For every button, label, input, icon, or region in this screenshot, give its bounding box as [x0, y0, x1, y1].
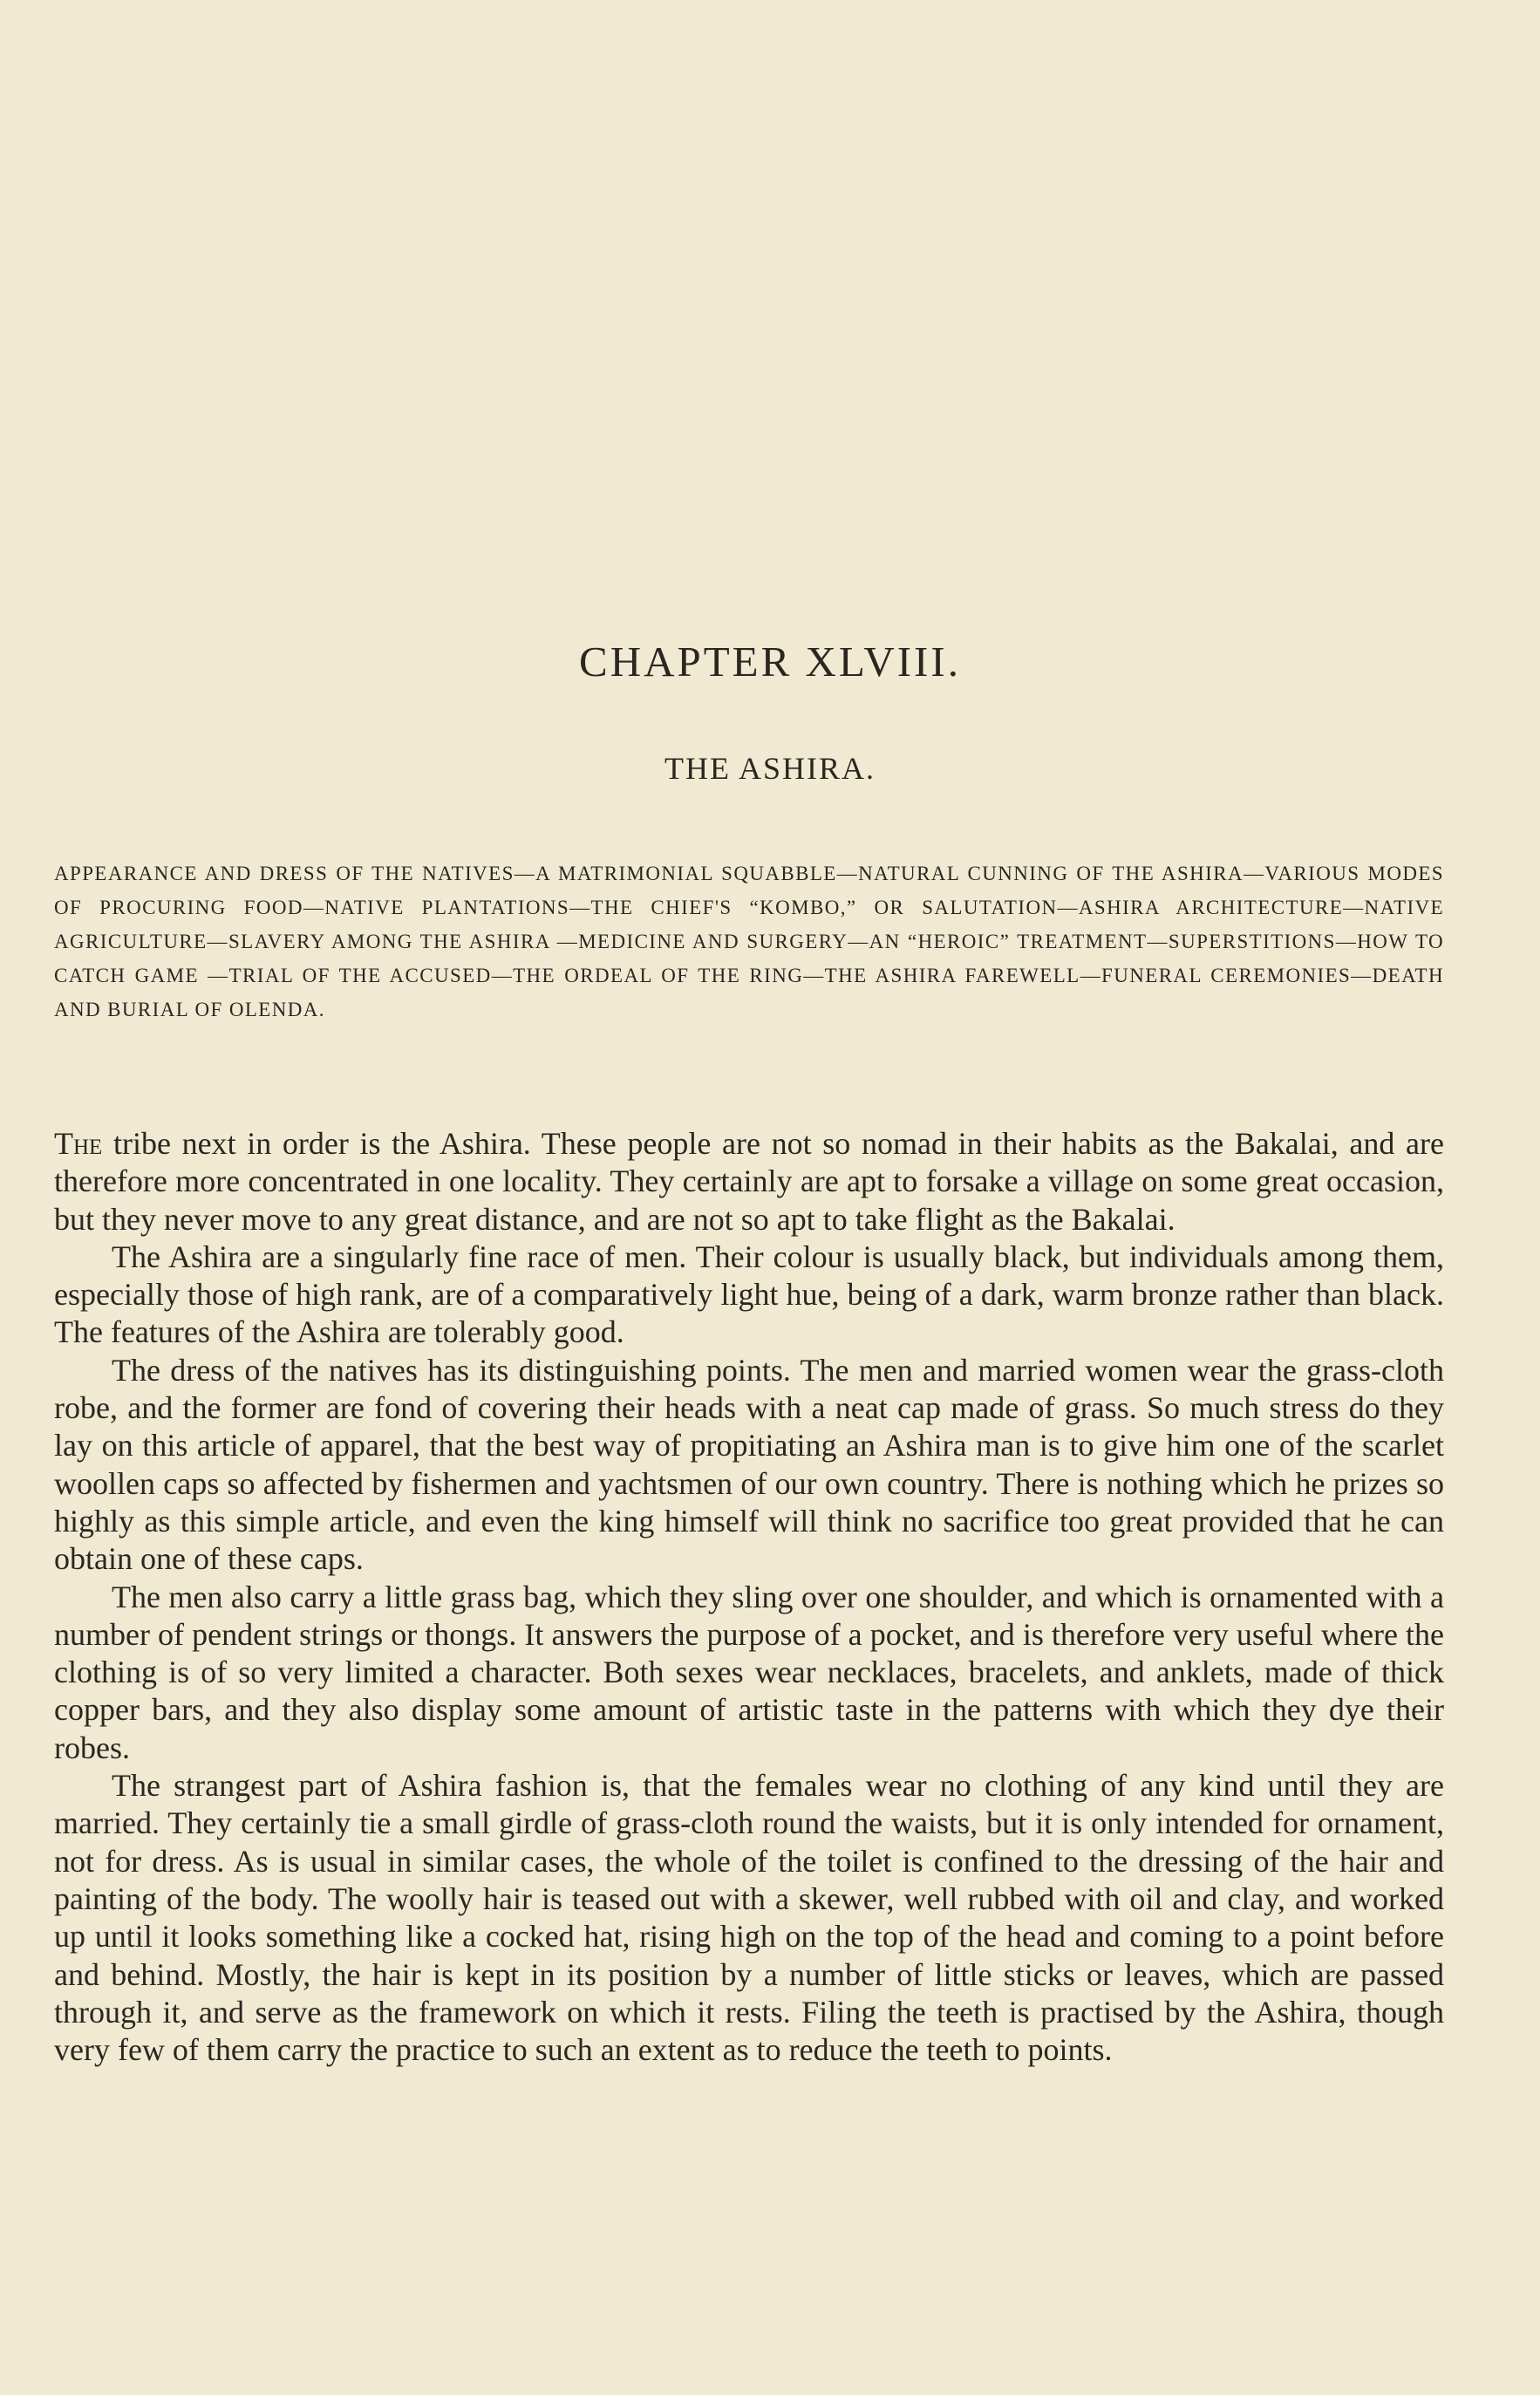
paragraph-3: The dress of the natives has its distinguishing points. The men and married women wear the grass-cloth robe, and the former are fond of covering their heads with a neat cap made of grass. So much stress do they lay on this article of apparel, that the best way of propitiating an Ashira man is to give him one of the scarlet woollen caps so affected by fishermen and yachtsmen of our own country. There is nothing which he prizes so highly as this simple article, and even the king himself will think no sacrifice too great provided that he can obtain one of these caps.: [54, 1352, 1444, 1577]
paragraph-5: The strangest part of Ashira fashion is, that the females wear no clothing of any kind until they are married. They certainly tie a small girdle of grass-cloth round the waists, but it is only intended for ornament, not for dress. As is usual in similar cases, the whole of the toilet is confined to the dressing of the hair and painting of the body. The woolly hair is teased out with a skewer, well rubbed with oil and clay, and worked up until it looks something like a cocked hat, rising high on the top of the head and coming to a point before and behind. Mostly, the hair is kept in its position by a number of little sticks or leaves, which are passed through it, and serve as the framework on which it rests. Filing the teeth is practised by the Ashira, though very few of them carry the practice to such an extent as to reduce the teeth to points.: [54, 1768, 1444, 2068]
chapter-synopsis: APPEARANCE AND DRESS OF THE NATIVES—A MATRIMONIAL SQUABBLE—NATURAL CUNNING OF THE ASHIRA—VARIOUS MODES OF PROCURING FOOD—NATIVE PLANTATIONS—THE CHIEF'S “KOMBO,” OR SALUTATION—ASHIRA ARCHITECTURE—NATIVE AGRICULTURE—SLAVERY AMONG THE ASHIRA —MEDICINE AND SURGERY—AN “HEROIC” TREATMENT—SUPERSTITIONS—HOW TO CATCH GAME —TRIAL OF THE ACCUSED—THE ORDEAL OF THE RING—THE ASHIRA FAREWELL—FUNERAL CEREMONIES—DEATH AND BURIAL OF OLENDA.: [54, 863, 1444, 1020]
chapter-title: CHAPTER XLVIII.: [579, 638, 961, 686]
paragraph-1-text: tribe next in order is the Ashira. These people are not so nomad in their habits as the Bakalai, and are therefore more concentrated in one locality. They certainly are apt to forsake a village on some great occasion, but they never move to any great distance, and are not so apt to take flight as the Bakalai.: [54, 1126, 1444, 1237]
paragraph-1: [54, 1125, 1444, 1238]
paragraph-lead-word: The: [54, 1126, 103, 1161]
chapter-subtitle: THE ASHIRA.: [664, 751, 876, 786]
paragraph-4: The men also carry a little grass bag, which they sling over one shoulder, and which is ornamented with a number of pendent strings or thongs. It answers the purpose of a pocket, and is therefore very useful where the clothing is of so very limited a character. Both sexes wear necklaces, bracelets, and anklets, made of thick copper bars, and they also display some amount of artistic taste in the patterns with which they dye their robes.: [54, 1579, 1444, 1765]
body-text: [54, 1125, 1444, 2069]
paragraph-2: The Ashira are a singularly fine race of men. Their colour is usually black, but individuals among them, especially those of high rank, are of a comparatively light hue, being of a dark, warm bronze rather than black. The features of the Ashira are tolerably good.: [54, 1238, 1444, 1350]
